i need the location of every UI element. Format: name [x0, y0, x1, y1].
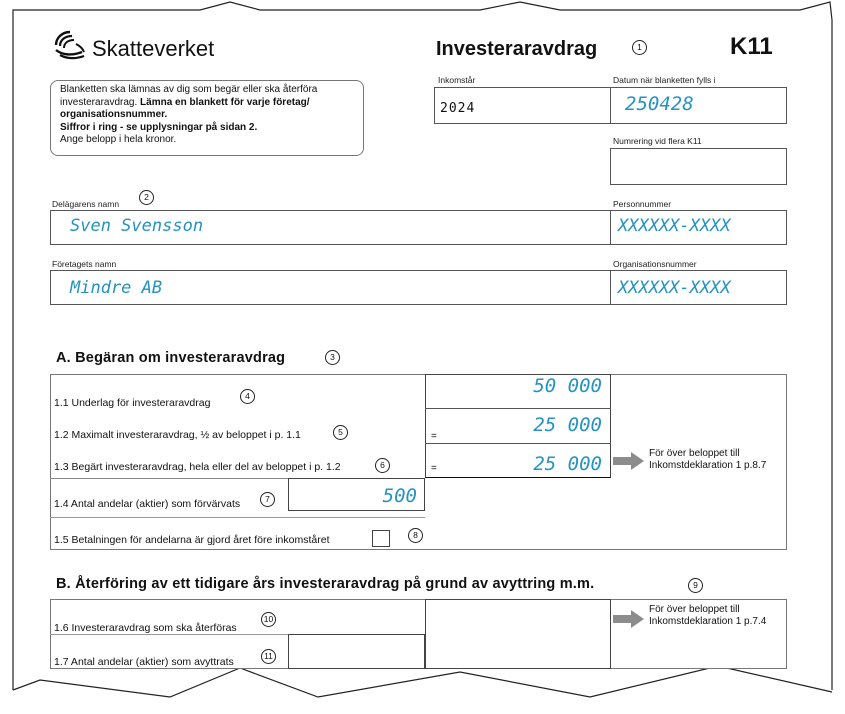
transfer-arrow-b-icon [613, 610, 645, 628]
row-1-2-label: 1.2 Maximalt investeraravdrag, ½ av beloppet i p. 1.1 [54, 429, 301, 441]
row-1-3-amount-field[interactable]: 25 000 [533, 453, 602, 475]
date-label: Datum när blanketten fylls i [613, 75, 716, 85]
transfer-note-b [649, 604, 766, 628]
owner-divider [610, 210, 611, 245]
transfer-note-a-line-1: För över beloppet till [649, 448, 740, 459]
company-name-label: Företagets namn [52, 259, 117, 269]
pnr-field[interactable]: XXXXXX-XXXX [618, 216, 731, 236]
owner-name-label: Delägarens namn [52, 199, 120, 209]
owner-name-field[interactable]: Sven Svensson [70, 216, 204, 236]
row-1-7-note-badge: 11 [261, 649, 276, 664]
brand-name: Skatteverket [92, 36, 215, 61]
row-1-4-count-field[interactable]: 500 [382, 485, 417, 507]
skatteverket-emblem-icon [50, 28, 90, 62]
income-year-divider [610, 87, 611, 124]
row-1-1-note-badge: 4 [240, 389, 255, 404]
row-1-2-amount-field[interactable]: 25 000 [533, 414, 602, 436]
transfer-note-b-line-1: För över beloppet till [649, 604, 740, 615]
pnr-label: Personnummer [613, 199, 672, 209]
income-year-label: Inkomstår [438, 75, 476, 85]
instructions-line-4: Siffror i ring - se upplysningar på sidan 2. [60, 121, 258, 133]
row-1-3-label: 1.3 Begärt investeraravdrag, hela eller del av beloppet i p. 1.2 [54, 461, 341, 473]
date-field[interactable]: 250428 [625, 93, 694, 115]
amount-divider-2 [425, 443, 611, 444]
company-divider [610, 270, 611, 305]
instructions-line-2-text: investeraravdrag. [60, 96, 138, 108]
transfer-note-a [649, 448, 766, 472]
row-1-2-note-badge: 5 [333, 425, 348, 440]
row-1-7-count-field[interactable] [288, 634, 425, 669]
instructions-line-1: Blanketten ska lämnas av dig som begär eller ska återföra [60, 84, 318, 95]
skatteverket-logo [50, 28, 90, 67]
amount-divider-1 [425, 408, 611, 409]
income-year-field[interactable]: 2024 [440, 101, 476, 116]
row-1-2-equals: = [431, 431, 437, 442]
row-1-1-amount-field[interactable]: 50 000 [533, 375, 602, 397]
row-1-4-label: 1.4 Antal andelar (aktier) som förvärvats [54, 498, 241, 510]
instructions-box [50, 80, 364, 156]
row-1-6-note-badge: 10 [261, 612, 276, 627]
section-b-title: B. Återföring av ett tidigare års investeraravdrag på grund av avyttring m.m. [56, 576, 595, 592]
row-1-5-note-badge: 8 [408, 528, 423, 543]
owner-name-note-badge: 2 [139, 190, 154, 205]
row-1-3-equals: = [431, 463, 437, 474]
numbering-label: Numrering vid flera K11 [613, 136, 702, 146]
transfer-note-a-line-2: Inkomstdeklaration 1 p.8.7 [649, 460, 767, 471]
transfer-arrow-icon [613, 452, 645, 470]
company-name-field[interactable]: Mindre AB [70, 278, 163, 298]
row-1-5-checkbox[interactable] [372, 530, 390, 547]
row-1-3-note-badge: 6 [375, 458, 390, 473]
form-title-note-badge: 1 [632, 40, 647, 55]
instructions-line-2 [60, 97, 354, 110]
form-code: K11 [730, 33, 773, 60]
section-b-note-badge: 9 [688, 578, 703, 593]
row-1-5-label: 1.5 Betalningen för andelarna är gjord året före inkomståret [54, 534, 330, 546]
row-1-1-label: 1.1 Underlag för investeraravdrag [54, 397, 211, 409]
row-1-4-note-badge: 7 [260, 492, 275, 507]
instructions-line-3: organisationsnummer. [60, 109, 168, 120]
row-1-7-label: 1.7 Antal andelar (aktier) som avyttrats [54, 656, 234, 668]
row-1-5-top-line [50, 517, 425, 518]
org-number-field[interactable]: XXXXXX-XXXX [618, 278, 731, 298]
section-a-title: A. Begäran om investeraravdrag [56, 350, 286, 366]
org-number-label: Organisationsnummer [613, 259, 697, 269]
form-title: Investeraravdrag [436, 38, 598, 60]
section-a-note-badge: 3 [325, 350, 340, 365]
instructions-line-2-bold: Lämna en blankett för varje företag/ [140, 96, 310, 108]
amount-column-b [425, 599, 611, 669]
instructions-line-5: Ange belopp i hela kronor. [60, 134, 177, 145]
row-1-6-label: 1.6 Investeraravdrag som ska återföras [54, 622, 237, 634]
transfer-note-b-line-2: Inkomstdeklaration 1 p.7.4 [649, 616, 767, 627]
numbering-field[interactable] [610, 148, 787, 185]
